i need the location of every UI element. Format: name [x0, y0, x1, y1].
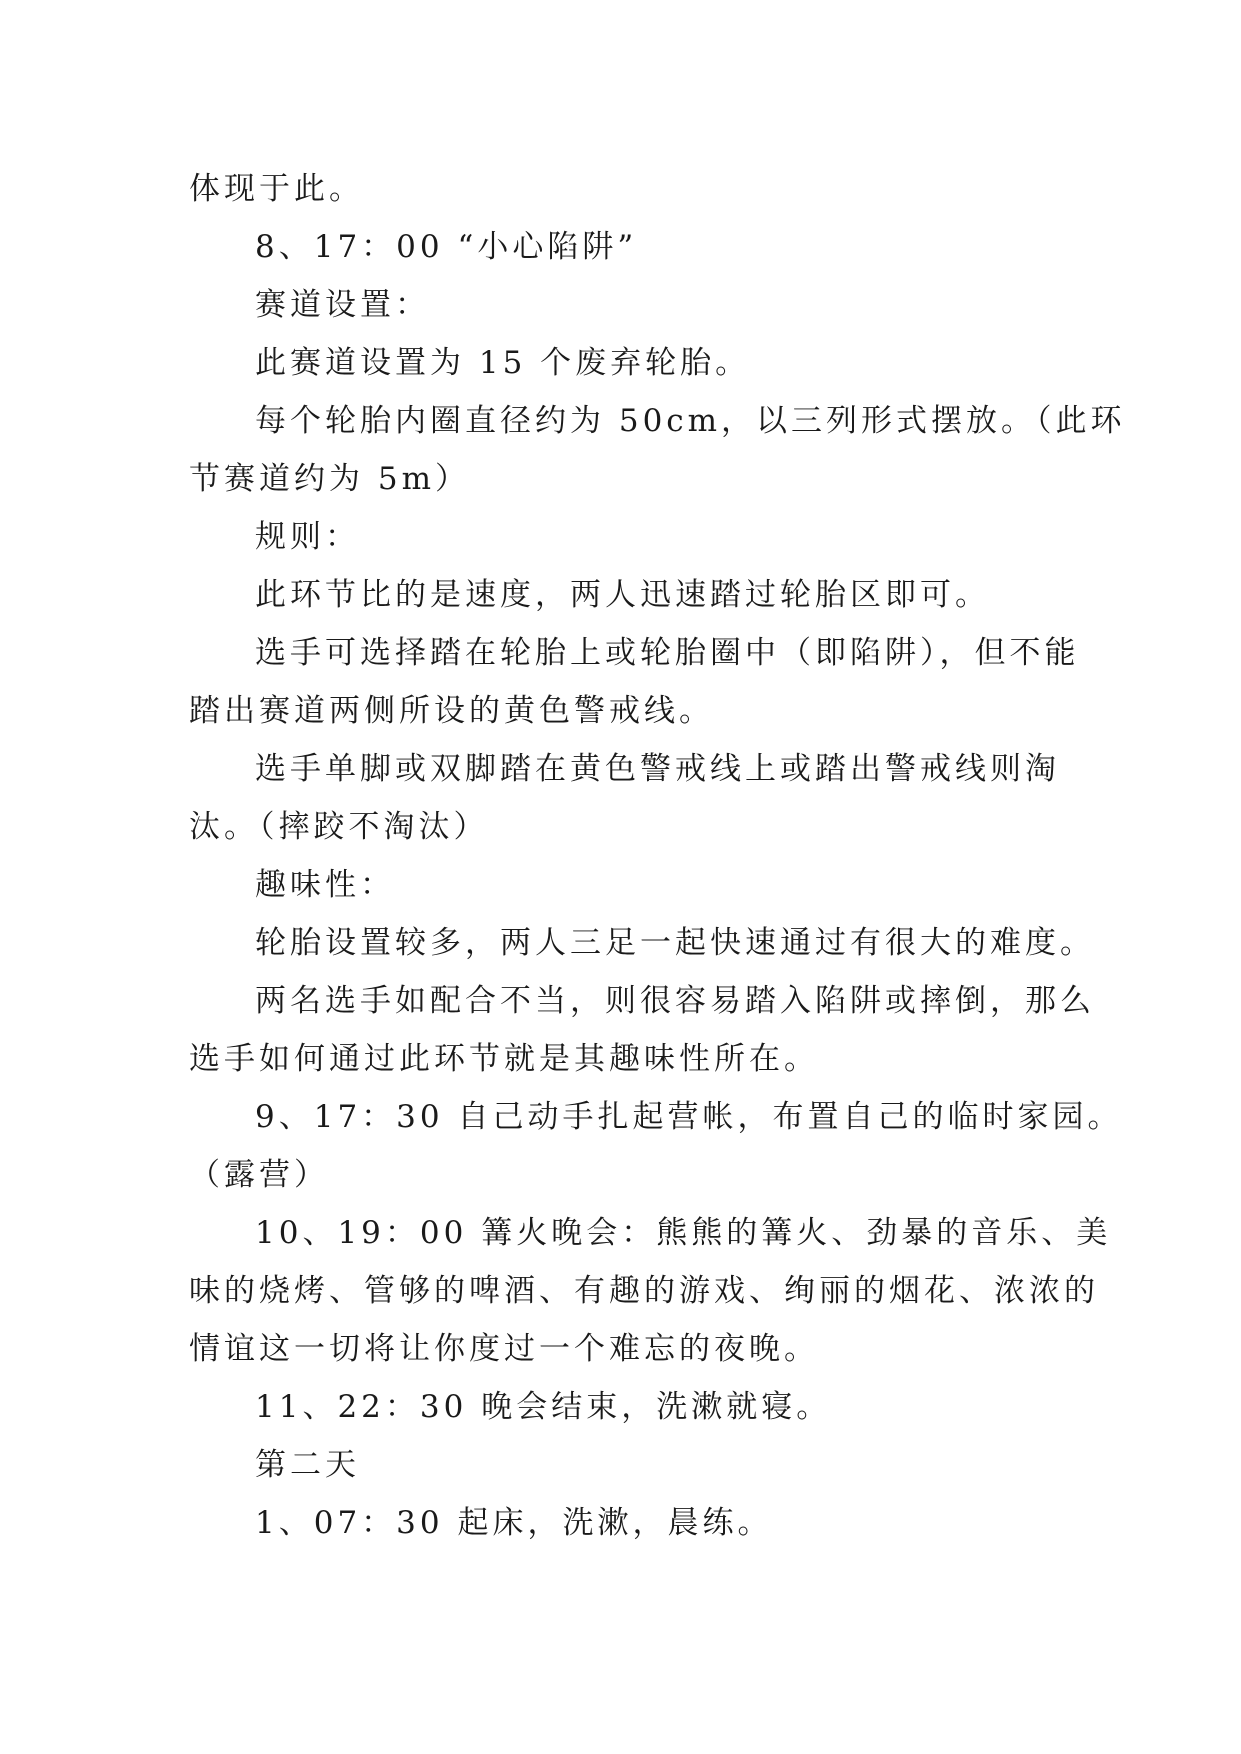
paragraph-line: 此赛道设置为 15 个废弃轮胎。: [255, 345, 751, 381]
paragraph-line: 11、22：30 晚会结束，洗漱就寝。: [255, 1389, 832, 1425]
paragraph-line: 味的烧烤、管够的啤酒、有趣的游戏、绚丽的烟花、浓浓的: [189, 1273, 1099, 1309]
paragraph-line: 每个轮胎内圈直径约为 50cm，以三列形式摆放。（此环: [255, 403, 1126, 439]
document-body: [189, 160, 1126, 1552]
paragraph-line: 赛道设置：: [255, 287, 430, 323]
paragraph-line: 踏出赛道两侧所设的黄色警戒线。: [189, 693, 714, 729]
paragraph-line: 9、17：30 自己动手扎起营帐，布置自己的临时家园。: [255, 1099, 1123, 1135]
paragraph-line: 此环节比的是速度，两人迅速踏过轮胎区即可。: [255, 577, 990, 613]
paragraph-line: 选手可选择踏在轮胎上或轮胎圈中（即陷阱），但不能: [255, 635, 1080, 671]
paragraph-line: 趣味性：: [255, 867, 395, 903]
paragraph-line: 两名选手如配合不当，则很容易踏入陷阱或摔倒，那么: [255, 983, 1095, 1019]
paragraph-line: 情谊这一切将让你度过一个难忘的夜晚。: [189, 1331, 819, 1367]
paragraph-line: 轮胎设置较多，两人三足一起快速通过有很大的难度。: [255, 925, 1095, 961]
paragraph-line: 体现于此。: [189, 171, 364, 207]
paragraph-line: 1、07：30 起床，洗漱，晨练。: [255, 1505, 773, 1541]
paragraph-line: 第二天: [255, 1447, 360, 1483]
paragraph-line: （露营）: [189, 1157, 329, 1193]
paragraph-line: 选手如何通过此环节就是其趣味性所在。: [189, 1041, 819, 1077]
paragraph-line: 汰。（摔跤不淘汰）: [189, 809, 489, 845]
paragraph-line: 8、17：00 “小心陷阱”: [255, 229, 638, 265]
paragraph-line: 选手单脚或双脚踏在黄色警戒线上或踏出警戒线则淘: [255, 751, 1060, 787]
paragraph-line: 规则：: [255, 519, 360, 555]
paragraph-line: 10、19：00 篝火晚会：熊熊的篝火、劲暴的音乐、美: [255, 1215, 1112, 1251]
paragraph-line: 节赛道约为 5m）: [189, 461, 470, 497]
